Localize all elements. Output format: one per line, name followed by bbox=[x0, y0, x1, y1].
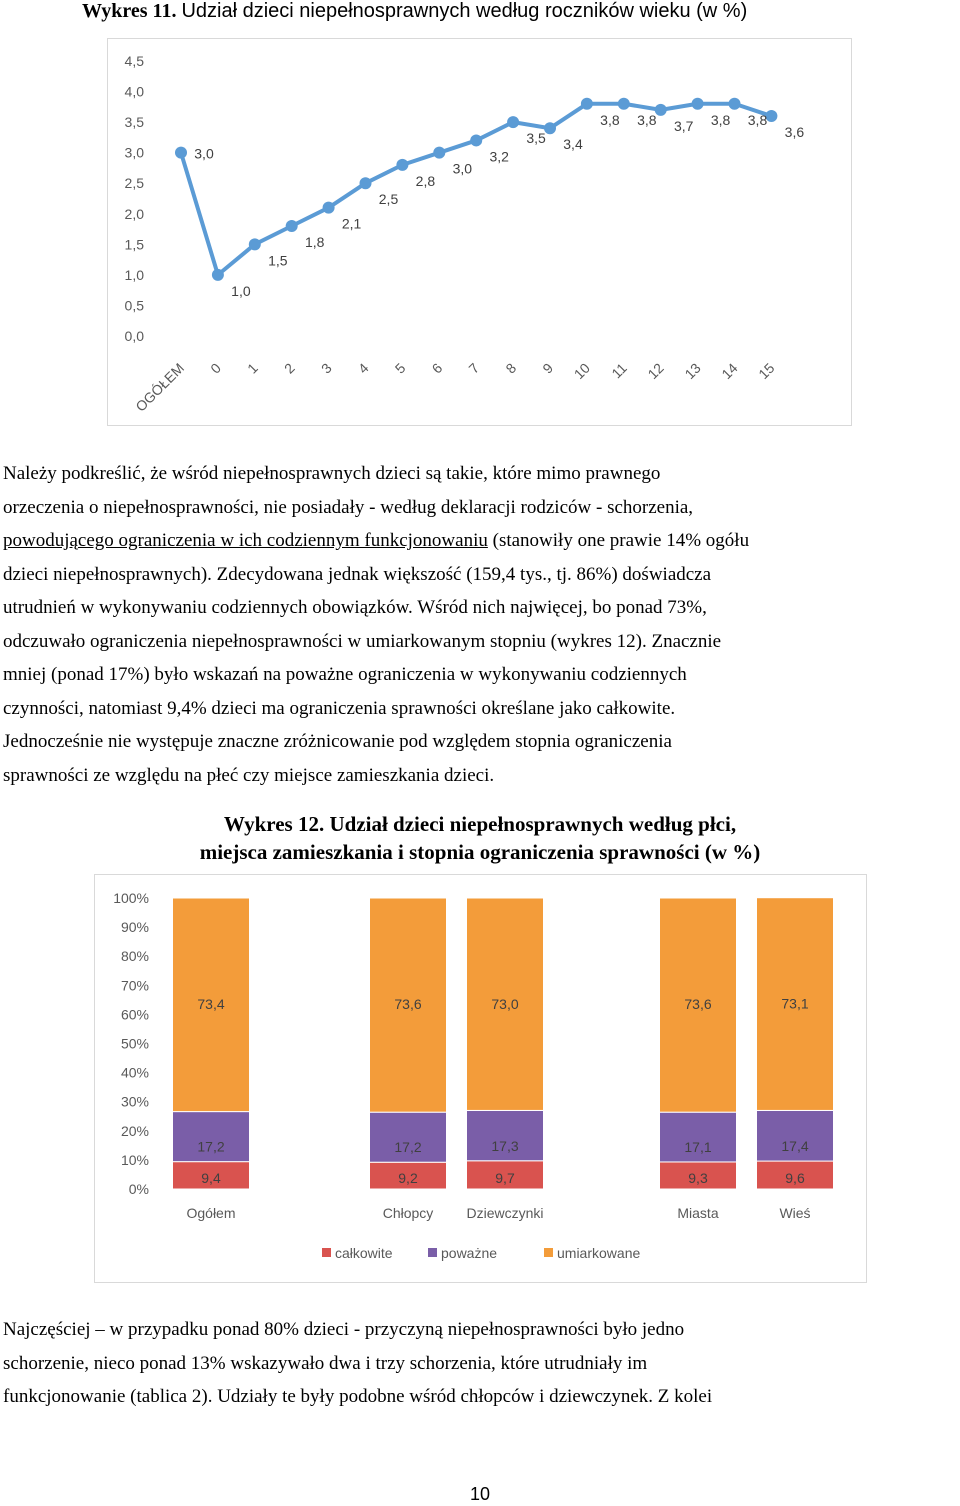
y-tick-label: 0% bbox=[128, 1181, 149, 1197]
data-point bbox=[729, 98, 741, 110]
y-tick-label: 1,0 bbox=[124, 266, 144, 283]
x-tick-label: 10 bbox=[570, 359, 594, 383]
data-label: 3,8 bbox=[747, 111, 768, 128]
data-point bbox=[581, 98, 593, 110]
data-point bbox=[507, 116, 519, 128]
y-tick-label: 100% bbox=[113, 890, 149, 906]
y-tick-label: 30% bbox=[120, 1093, 149, 1110]
bar-value-label: 9,2 bbox=[398, 1170, 418, 1186]
x-tick-label: 8 bbox=[502, 359, 520, 377]
data-label: 3,6 bbox=[784, 124, 805, 140]
x-tick-label: 7 bbox=[465, 359, 483, 377]
chart1-title-number: Wykres 11. bbox=[82, 0, 177, 22]
data-label: 3,7 bbox=[673, 117, 694, 134]
data-label: 3,8 bbox=[710, 111, 731, 128]
data-label: 1,8 bbox=[304, 234, 325, 250]
x-category-label: Ogółem bbox=[186, 1205, 236, 1221]
bar-value-label: 73,6 bbox=[684, 996, 712, 1012]
para2-line: Najczęściej – w przypadku ponad 80% dzieci - przyczyną niepełnosprawności było jedno bbox=[3, 1319, 685, 1340]
x-tick-label: 3 bbox=[317, 359, 335, 377]
legend-label: poważne bbox=[441, 1245, 498, 1261]
x-tick-label: 4 bbox=[354, 359, 372, 377]
data-point bbox=[323, 202, 335, 214]
data-label: 1,5 bbox=[268, 252, 288, 269]
y-tick-label: 10% bbox=[120, 1151, 149, 1168]
stacked-bar-chart-frame bbox=[94, 874, 867, 1283]
bar-value-label: 73,1 bbox=[781, 995, 809, 1012]
legend-swatch-całkowite bbox=[322, 1248, 331, 1257]
x-tick-label: 11 bbox=[608, 359, 630, 382]
para1-line: Należy podkreślić, że wśród niepełnosprawnych dzieci są takie, które mimo prawnego bbox=[3, 463, 661, 484]
x-category-label: Miasta bbox=[677, 1205, 719, 1221]
paragraph-2 bbox=[3, 1313, 958, 1414]
y-tick-label: 4,5 bbox=[124, 53, 144, 69]
underlined-phrase: powodującego ograniczenia w ich codziennym funkcjonowaniu bbox=[3, 530, 488, 551]
y-tick-label: 0,0 bbox=[124, 328, 144, 344]
bar-value-label: 17,1 bbox=[684, 1138, 712, 1155]
bar-value-label: 73,0 bbox=[491, 996, 519, 1012]
x-tick-label: 5 bbox=[391, 359, 409, 377]
chart1-title-text: Udział dzieci niepełnosprawnych według roczników wieku (w %) bbox=[181, 0, 748, 22]
data-label: 3,0 bbox=[194, 145, 214, 162]
data-label: 3,4 bbox=[563, 136, 583, 153]
x-tick-label: 1 bbox=[244, 359, 261, 377]
data-point bbox=[396, 159, 408, 171]
bar-value-label: 9,4 bbox=[201, 1170, 221, 1186]
bar-value-label: 17,2 bbox=[197, 1138, 225, 1155]
x-tick-label: 15 bbox=[755, 359, 778, 383]
x-tick-label: 6 bbox=[428, 359, 446, 377]
y-tick-label: 4,0 bbox=[124, 83, 144, 100]
chart2-title bbox=[0, 810, 960, 866]
paragraph-1 bbox=[3, 457, 958, 792]
para1-line: Jednocześnie nie występuje znaczne zróżnicowanie pod względem stopnia ograniczenia bbox=[3, 731, 672, 752]
x-category-label: Wieś bbox=[779, 1205, 811, 1221]
x-tick-label: 14 bbox=[718, 359, 741, 383]
bar-value-label: 73,6 bbox=[394, 996, 422, 1012]
bar-value-label: 9,3 bbox=[688, 1170, 708, 1186]
bar-value-label: 9,7 bbox=[495, 1170, 515, 1186]
y-tick-label: 3,0 bbox=[124, 144, 144, 161]
bar-value-label: 9,6 bbox=[785, 1170, 805, 1186]
data-point bbox=[212, 269, 224, 281]
legend-swatch-umiarkowane bbox=[544, 1248, 553, 1257]
data-label: 2,8 bbox=[415, 172, 436, 189]
chart2-title-line2: miejsca zamieszkania i stopnia ograniczenia sprawności (w %) bbox=[199, 840, 761, 864]
para1-line: utrudnień w wykonywaniu codziennych obowiązków. Wśród nich najwięcej, bo ponad 73%, bbox=[3, 597, 707, 618]
y-tick-label: 2,5 bbox=[124, 175, 144, 192]
y-tick-label: 3,5 bbox=[124, 114, 144, 131]
data-point bbox=[470, 134, 482, 146]
legend-label: całkowite bbox=[335, 1245, 393, 1261]
stacked-bar-chart bbox=[95, 875, 866, 1282]
data-point bbox=[433, 147, 445, 159]
bar-value-label: 17,2 bbox=[394, 1139, 422, 1156]
data-point bbox=[692, 98, 704, 110]
y-tick-label: 60% bbox=[120, 1006, 149, 1023]
y-tick-label: 90% bbox=[120, 919, 149, 936]
para1-line: sprawności ze względu na płeć czy miejsce zamieszkania dzieci. bbox=[3, 764, 495, 786]
para1-line: mniej (ponad 17%) było wskazań na poważne ograniczenia w wykonywaniu codziennych bbox=[3, 664, 687, 685]
x-tick-label: 13 bbox=[681, 359, 704, 383]
y-tick-label: 40% bbox=[120, 1064, 149, 1081]
y-tick-label: 2,0 bbox=[124, 205, 144, 222]
bar-value-label: 17,4 bbox=[781, 1138, 809, 1155]
data-label: 2,5 bbox=[378, 191, 399, 208]
y-tick-label: 80% bbox=[120, 948, 149, 965]
data-label: 3,8 bbox=[600, 111, 620, 128]
bar-value-label: 17,3 bbox=[491, 1137, 519, 1154]
y-tick-label: 50% bbox=[120, 1035, 149, 1052]
line-chart-frame bbox=[107, 38, 852, 426]
para1-line: dzieci niepełnosprawnych). Zdecydowana jednak większość (159,4 tys., tj. 86%) doświadcza bbox=[3, 563, 712, 585]
data-point bbox=[618, 98, 630, 110]
chart2-title-line1: Wykres 12. Udział dzieci niepełnosprawnych według płci, bbox=[223, 812, 737, 836]
y-tick-label: 1,5 bbox=[124, 236, 144, 253]
x-tick-label: OGÓŁEM bbox=[132, 359, 188, 415]
x-tick-label: 2 bbox=[280, 359, 298, 377]
data-point bbox=[286, 220, 298, 232]
legend-swatch-poważne bbox=[428, 1248, 437, 1257]
y-tick-label: 0,5 bbox=[124, 297, 144, 314]
para2-line: funkcjonowanie (tablica 2). Udziały te były podobne wśród chłopców i dziewczynek. Z kolei bbox=[3, 1386, 713, 1407]
chart1-title bbox=[82, 0, 747, 23]
y-tick-label: 20% bbox=[120, 1122, 149, 1139]
x-category-label: Dziewczynki bbox=[466, 1205, 544, 1221]
data-label: 1,0 bbox=[231, 282, 251, 299]
line-chart bbox=[108, 39, 851, 425]
para1-line bbox=[3, 524, 958, 558]
data-point bbox=[175, 147, 187, 159]
y-tick-label: 70% bbox=[120, 977, 149, 994]
para1-line: odczuwało ograniczenia niepełnosprawności w umiarkowanym stopniu (wykres 12). Znacznie bbox=[3, 630, 722, 652]
page-number: 10 bbox=[469, 1484, 491, 1504]
x-tick-label: 0 bbox=[207, 359, 225, 377]
data-label: 3,8 bbox=[637, 111, 657, 128]
para1-line-rest: (stanowiły one prawie 14% ogółu bbox=[487, 530, 750, 551]
para1-line: orzeczenia o niepełnosprawności, nie posiadały - według deklaracji rodziców - schorzenia, bbox=[3, 496, 694, 518]
data-label: 3,0 bbox=[452, 160, 473, 177]
legend-label: umiarkowane bbox=[557, 1245, 641, 1261]
para1-line: czynności, natomiast 9,4% dzieci ma ograniczenia sprawności określane jako całkowite. bbox=[3, 697, 676, 719]
data-point bbox=[249, 238, 261, 250]
data-point bbox=[360, 177, 372, 189]
para2-line: schorzenie, nieco ponad 13% wskazywało dwa i trzy schorzenia, które utrudniały im bbox=[3, 1352, 648, 1374]
data-label: 3,2 bbox=[489, 148, 509, 165]
x-tick-label: 9 bbox=[539, 359, 557, 377]
data-label: 3,5 bbox=[526, 130, 546, 147]
data-label: 2,1 bbox=[341, 215, 362, 232]
x-tick-label: 12 bbox=[644, 359, 667, 383]
x-category-label: Chłopcy bbox=[382, 1205, 434, 1221]
bar-value-label: 73,4 bbox=[197, 996, 225, 1012]
